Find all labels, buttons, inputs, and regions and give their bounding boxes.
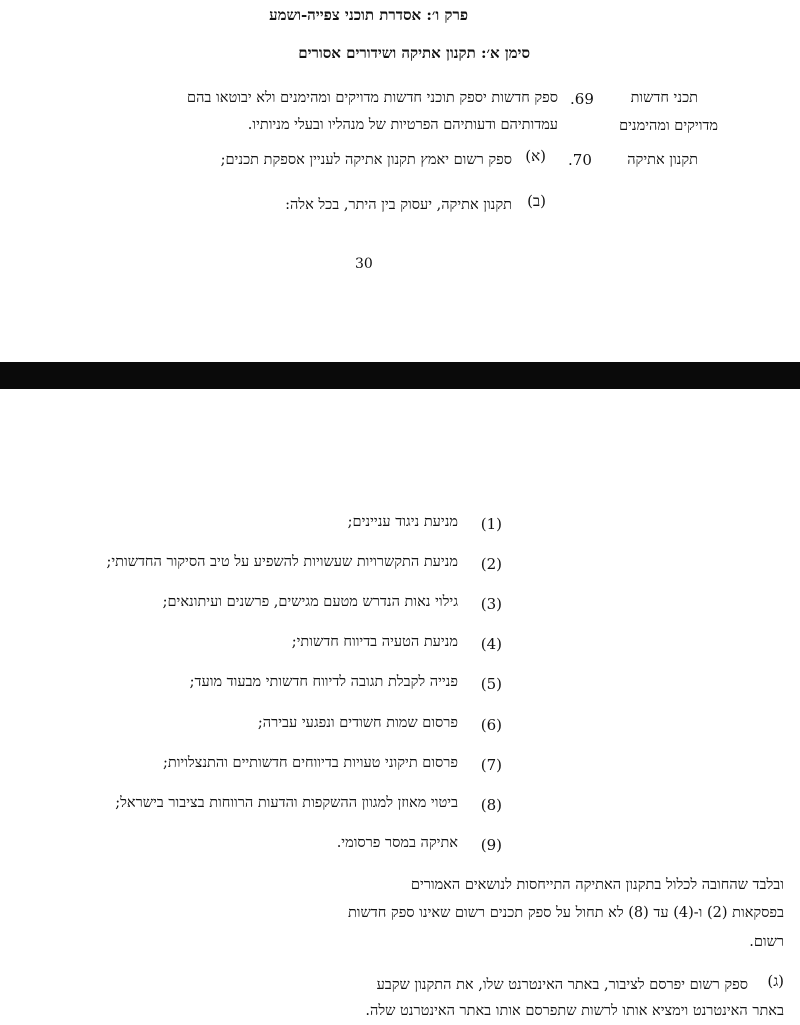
- clause-69-line1: ספק חדשות יספק תוכני חדשות מדויקים ומהימנים ולא יבוטאו בהם: [187, 90, 558, 106]
- clause-69-number: 69.: [570, 90, 594, 108]
- list-item-text: מניעת ניגוד עניינים;: [347, 514, 458, 530]
- lower-document-page: [0, 389, 800, 1017]
- clause-70-sub-a-label: (א): [525, 147, 546, 165]
- clause-69-margin-line2: מדויקים ומהימנים: [619, 118, 718, 134]
- clause-69-line2: עמדותיהם ודעותיהם הפרטיות של מנהליו ובעלי מניותיו.: [247, 117, 558, 133]
- closing-line-2: בפסקאות (2) ו-(4) עד (8) לא תחול על ספק תכנים רשום שאינו ספק חדשות: [347, 905, 784, 921]
- section-title: סימן א׳: תקנון אתיקה ושידורים אסורים: [298, 44, 530, 62]
- list-item-number: (7): [480, 755, 502, 774]
- sub-g-line-2: באתר האינטרנט וימציא אותו לרשות שתפרסם אותו באתר האינטרנט שלה.: [365, 1003, 784, 1019]
- list-item-number: (8): [480, 795, 502, 814]
- clause-70-sub-b-text: תקנון אתיקה, יעסוק בין היתר, בכל אלה:: [285, 197, 512, 213]
- list-item-number: (6): [480, 715, 502, 734]
- list-item-number: (1): [480, 515, 502, 533]
- list-item-text: פרסום שמות חשודים ונפגעי עבירה;: [257, 714, 458, 731]
- clause-70-number: 70.: [568, 151, 592, 169]
- list-item-text: פרסום תיקוני טעויות בדיווחים חדשותיים והתנצלויות;: [162, 754, 458, 771]
- list-item-number: (3): [480, 595, 502, 614]
- list-item-text: מניעת הטעיה בדיווח חדשותי;: [291, 634, 458, 651]
- list-item-text: גילוי נאות הנדרש מטעם מגישים, פרשנים ועיתונאים;: [162, 594, 458, 611]
- list-item-text: אתיקה במסר פרסומי.: [336, 834, 458, 851]
- sub-g-label: (ג): [767, 972, 784, 990]
- closing-line-1: ובלבד שהחובה לכלול בתקנון האתיקה התייחסות לנושאים האמורים: [410, 877, 784, 893]
- sub-g-line-1: ספק רשום יפרסם לציבור, באתר האינטרנט שלו, את התקנון שקבע: [376, 977, 748, 993]
- list-item-text: ביטוי מאוזן למגוון ההשקפות והדעות הרווחות בציבור בישראל;: [115, 794, 458, 811]
- list-item-number: (9): [480, 835, 502, 854]
- list-item-number: (2): [480, 555, 502, 574]
- closing-line-3: רשום.: [749, 934, 784, 950]
- clause-69-margin-line1: תכני חדשות: [630, 90, 698, 106]
- page-divider: [0, 362, 800, 389]
- list-item-number: (4): [480, 635, 502, 654]
- chapter-title: פרק ו׳: אסדרת תוכני צפייה-ושמע: [269, 6, 468, 24]
- clause-70-margin: תקנון אתיקה: [627, 152, 698, 168]
- list-item-text: מניעת התקשרויות שעשויות להשפיע על טיב הסיקור החדשותי;: [106, 554, 458, 571]
- clause-70-sub-a-text: ספק רשום יאמץ תקנון אתיקה לעניין אספקת תכנים;: [220, 152, 512, 168]
- list-item-number: (5): [480, 675, 502, 694]
- upper-document-page: [0, 0, 800, 362]
- list-item-text: פנייה לקבלת תגובה לדיווח חדשותי מבעוד מועד;: [189, 674, 458, 691]
- clause-70-sub-b-label: (ב): [527, 192, 546, 210]
- page-number: 30: [355, 256, 373, 272]
